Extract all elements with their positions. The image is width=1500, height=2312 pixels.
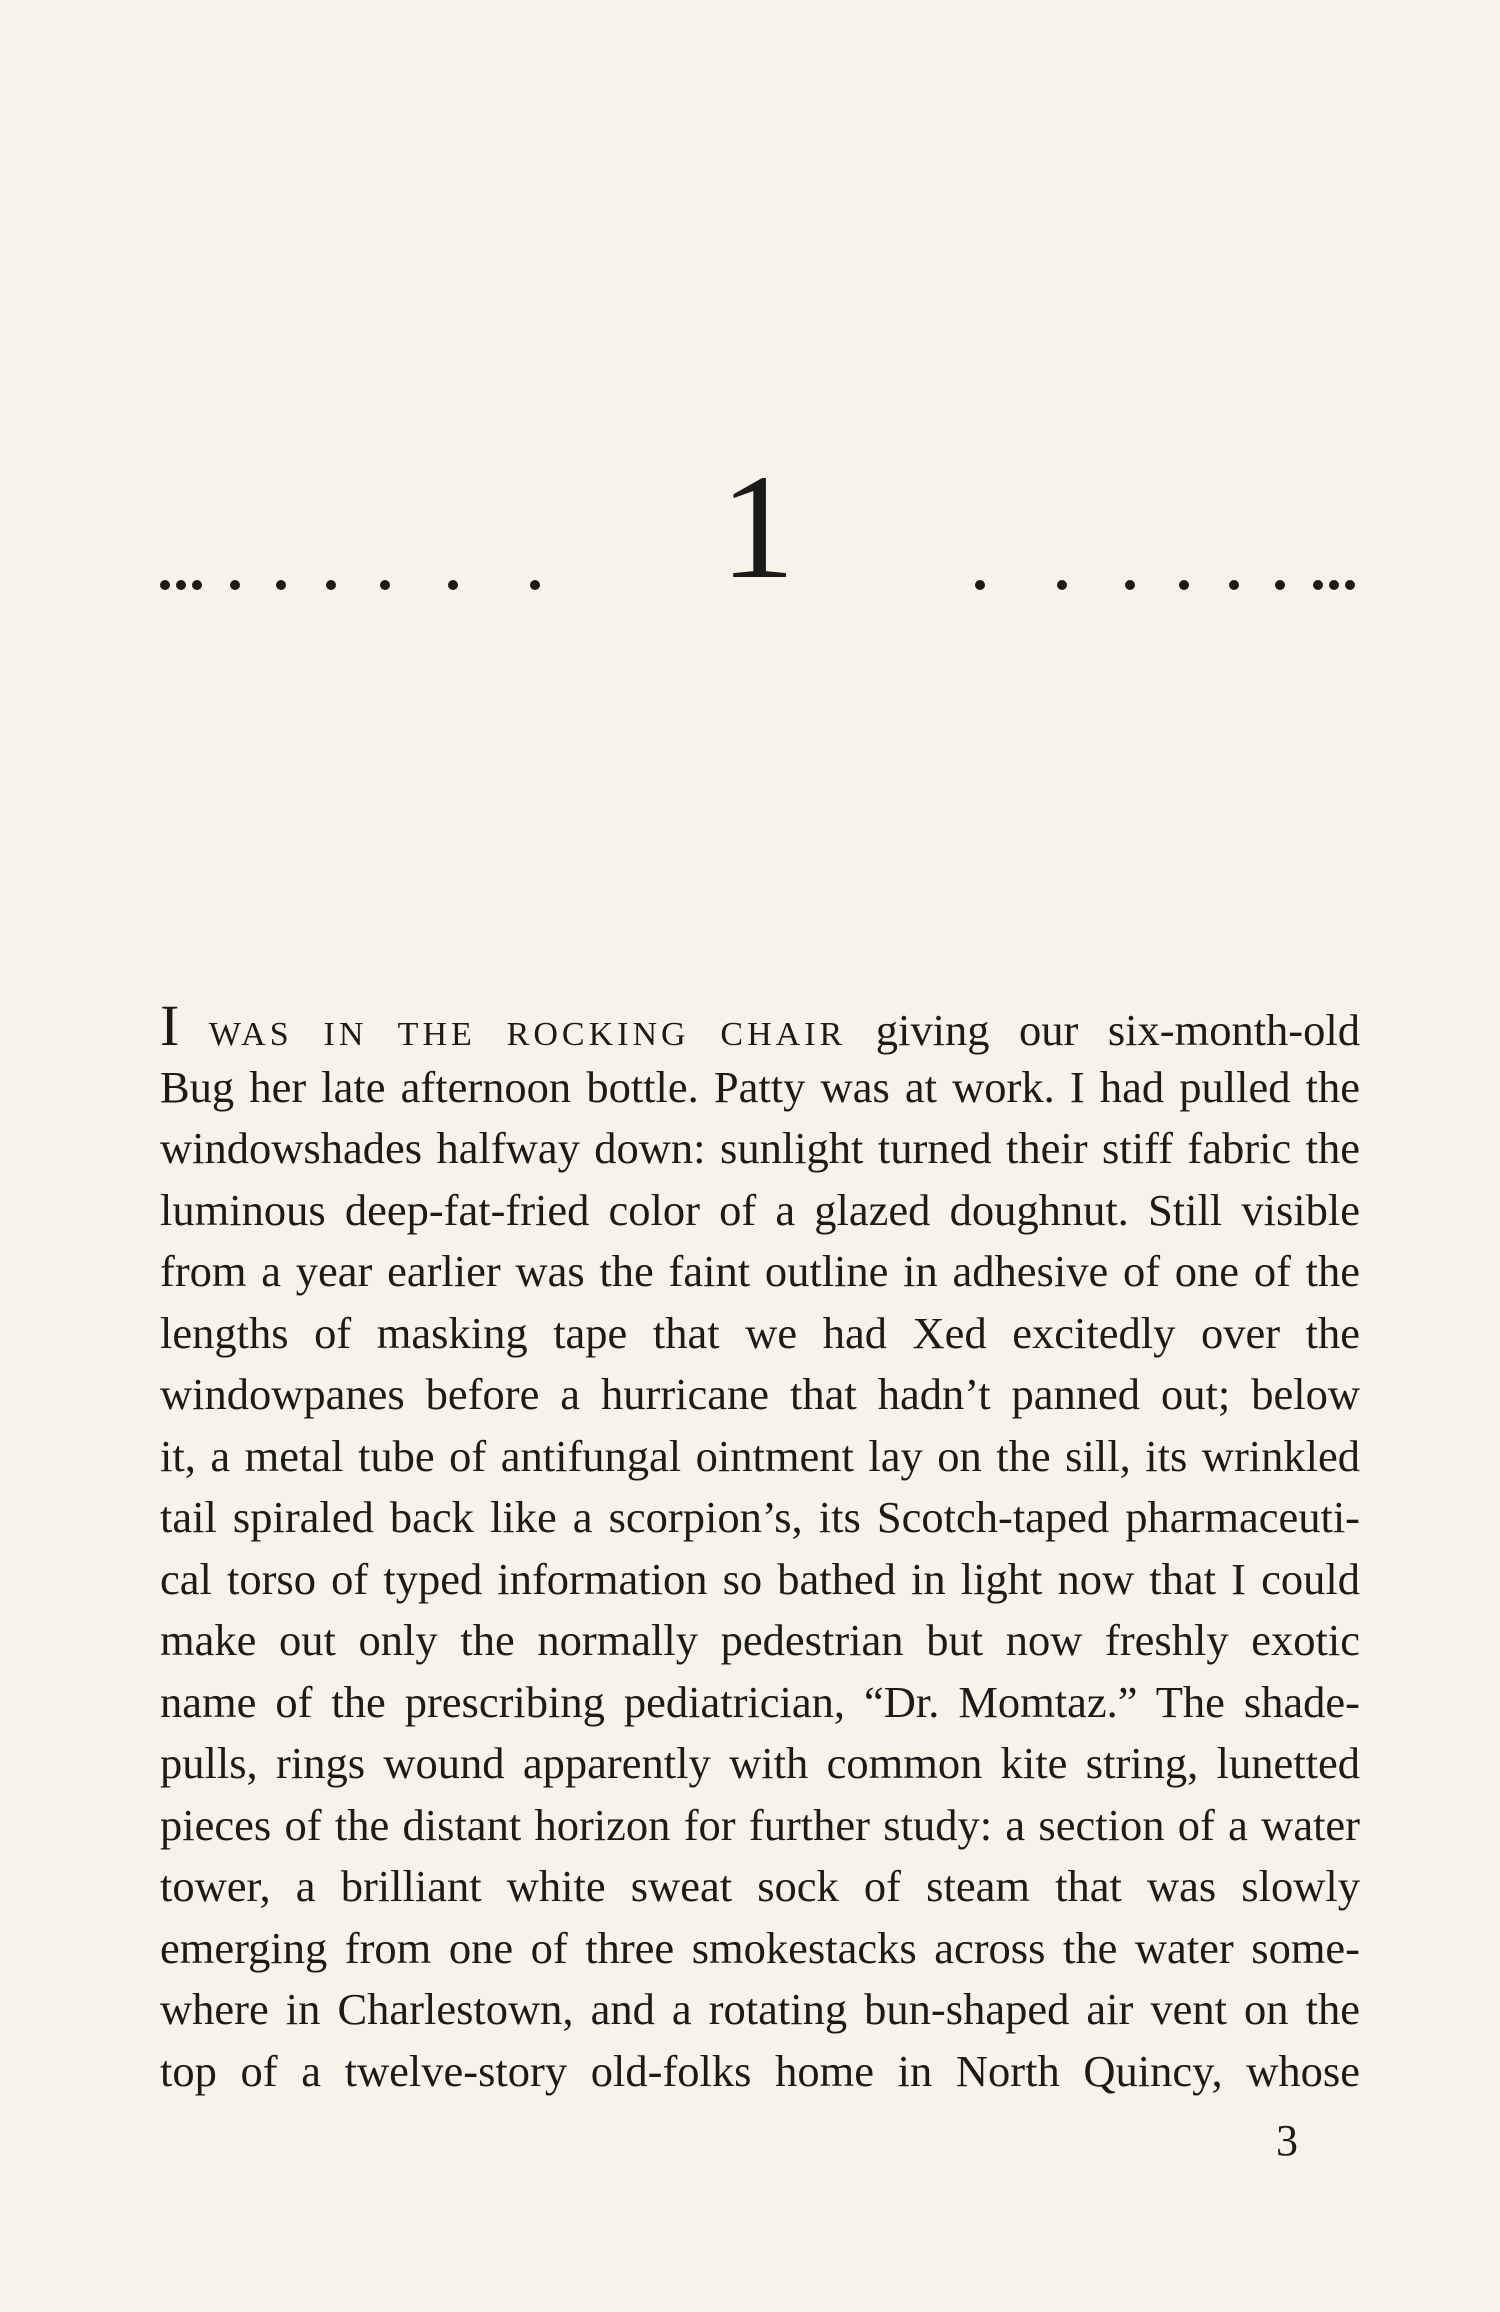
text-line: windowpanes before a hurricane that hadn’t panned out; below bbox=[160, 1369, 1360, 1419]
ornament-dots-right bbox=[975, 580, 1355, 590]
ornament-dot bbox=[975, 580, 985, 590]
small-caps-lead: WAS IN THE ROCKING CHAIR bbox=[208, 1016, 847, 1053]
ornament-dot bbox=[1329, 580, 1339, 590]
page-number: 3 bbox=[1276, 2116, 1298, 2165]
ornament-dot bbox=[1229, 580, 1239, 590]
ornament-dot bbox=[1057, 580, 1067, 590]
text-line: tail spiraled back like a scorpion’s, its Scotch-taped pharmaceuti- bbox=[160, 1492, 1360, 1542]
text-line: windowshades halfway down: sunlight turned their stiff fabric the bbox=[160, 1123, 1360, 1173]
text-line: from a year earlier was the faint outline in adhesive of one of the bbox=[160, 1246, 1360, 1296]
chapter-number: 1 bbox=[720, 444, 795, 610]
text-line: cal torso of typed information so bathed in light now that I could bbox=[160, 1553, 1360, 1604]
text-line: top of a twelve-story old-folks home in North Quincy, whose bbox=[160, 2045, 1360, 2096]
text-line: pulls, rings wound apparently with common kite string, lunetted bbox=[160, 1738, 1360, 1788]
ornament-dot bbox=[1345, 580, 1355, 590]
chapter-heading bbox=[160, 444, 1355, 610]
text-line: where in Charlestown, and a rotating bun-shaped air vent on the bbox=[160, 1984, 1360, 2034]
text-line: pieces of the distant horizon for further study: a section of a water bbox=[160, 1799, 1360, 1850]
text-line: Bug her late afternoon bottle. Patty was at work. I had pulled the bbox=[160, 1061, 1360, 1112]
body-text bbox=[160, 995, 1360, 2102]
opening-line-rest: giving our six-month-old bbox=[875, 1005, 1360, 1055]
text-line: make out only the normally pedestrian but now freshly exotic bbox=[160, 1615, 1360, 1665]
ornament-dot bbox=[1313, 580, 1323, 590]
text-line: it, a metal tube of antifungal ointment lay on the sill, its wrinkled bbox=[160, 1430, 1360, 1481]
text-line: luminous deep-fat-fried color of a glazed doughnut. Still visible bbox=[160, 1184, 1360, 1235]
ornament-dot bbox=[1179, 580, 1189, 590]
text-line: name of the prescribing pediatrician, “Dr. Momtaz.” The shade- bbox=[160, 1676, 1360, 1727]
text-line: lengths of masking tape that we had Xed excitedly over the bbox=[160, 1307, 1360, 1358]
ornament-dot bbox=[1275, 580, 1285, 590]
opening-line bbox=[160, 995, 1360, 1057]
ornament-dot bbox=[1125, 580, 1135, 590]
text-line: emerging from one of three smokestacks across the water some- bbox=[160, 1922, 1360, 1973]
initial-letter: I bbox=[160, 993, 180, 1058]
text-line: tower, a brilliant white sweat sock of steam that was slowly bbox=[160, 1861, 1360, 1911]
